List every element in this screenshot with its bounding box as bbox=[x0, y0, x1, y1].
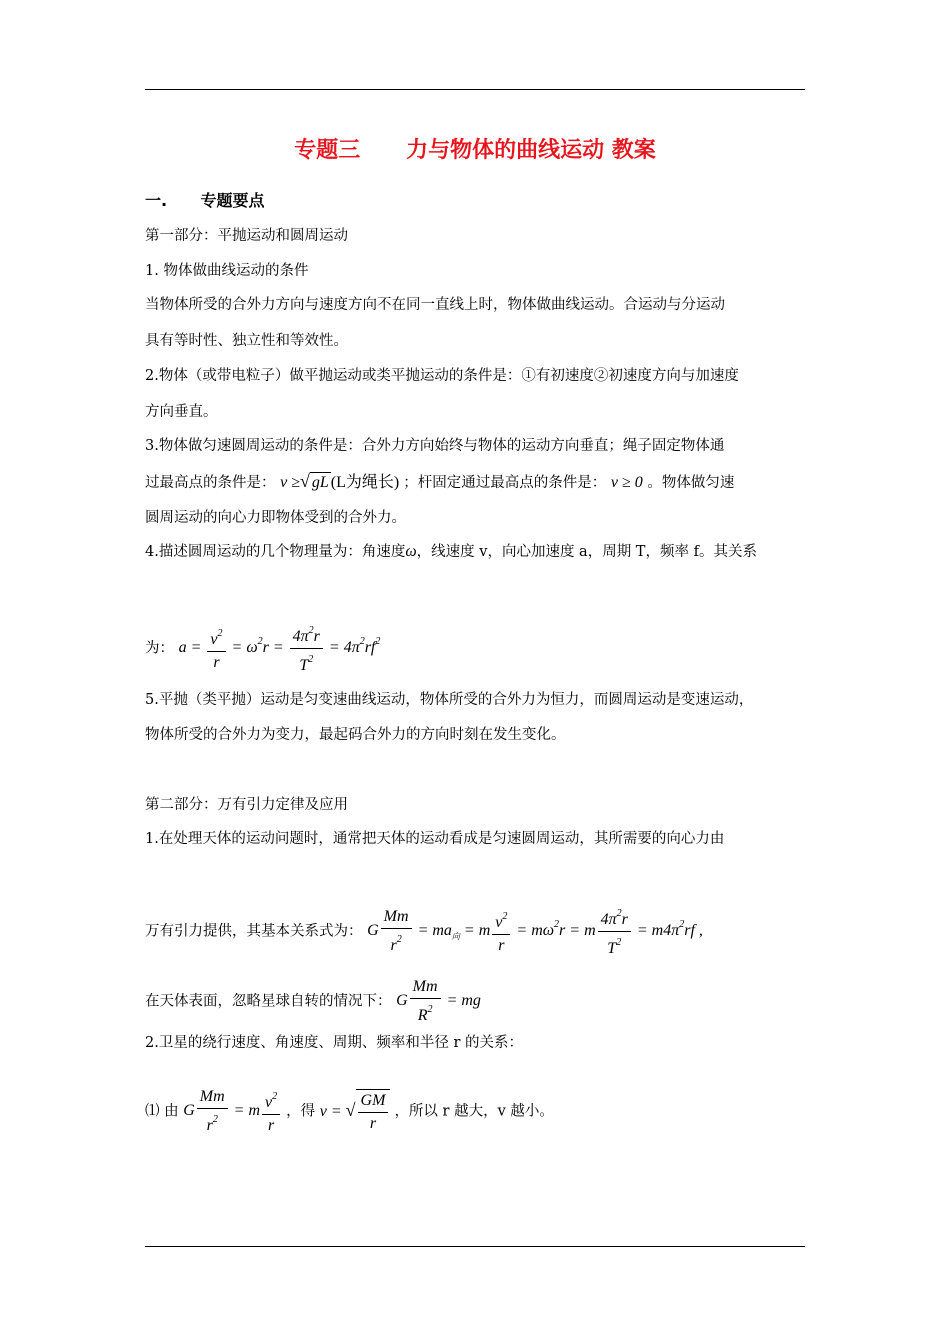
orbit-equation: G $\frac{Mm}{r^2}$ = m $\frac{v^2}{r}$ bbox=[183, 1102, 286, 1119]
p3-text-a: 过最高点的条件是： bbox=[145, 475, 276, 491]
section-heading: 一. 专题要点 bbox=[145, 191, 265, 210]
q1-line1: 1.在处理天体的运动问题时，通常把天体的运动看成是匀速圆周运动，其所需要的向心力由 bbox=[145, 831, 725, 847]
p2-line1: 2.物体（或带电粒子）做平抛运动或类平抛运动的条件是：①有初速度②初速度方向与加速度 bbox=[145, 368, 739, 384]
p1-heading: 1. 物体做曲线运动的条件 bbox=[145, 263, 309, 279]
p3-text-b: ；杆固定通过最高点的条件是： bbox=[403, 475, 607, 491]
q1-line3: 在天体表面，忽略星球自转的情况下： G $\frac{Mm}{R^2}$ = mg bbox=[145, 978, 481, 1024]
p1-line2: 具有等时性、独立性和等效性。 bbox=[145, 333, 348, 349]
p5-line2: 物体所受的合外力为变力，最起码合外力的方向时刻在发生变化。 bbox=[145, 727, 566, 743]
omega-symbol: ω bbox=[405, 543, 417, 560]
footer-rule bbox=[145, 1246, 805, 1247]
circular-motion-formula: a = $\frac{v^2}{r}$ = $\omega^2r$ = $\frac{4\pi^2r}{T^2}$ = $4\pi^2rf^2$ bbox=[179, 639, 381, 656]
page-title: 专题三 力与物体的曲线运动 教案 bbox=[294, 138, 656, 163]
q1-line2: 万有引力提供，其基本关系式为： G $\frac{Mm}{r^2}$ = $ma_向 = m$ $\frac{v^2}{r}$ = $m\omega^2r = m$ $\frac{4\pi^2r}{T^2}$ = $m4\pi^2rf$ , bbox=[145, 903, 703, 960]
part2-heading: 第二部分：万有引力定律及应用 bbox=[145, 797, 348, 813]
orbit-velocity-formula: v = √ $\frac{GM}{r}$ bbox=[320, 1103, 395, 1120]
q2-line2: ⑴ 由 G $\frac{Mm}{r^2}$ = m $\frac{v^2}{r}$ ，得 v = √ $\frac{GM}{r}$ ，所以 r 越大，v 越小。 bbox=[145, 1088, 554, 1134]
header-rule bbox=[145, 89, 805, 90]
rod-condition-formula: v ≥ 0 bbox=[610, 474, 643, 491]
p5-line1: 5.平抛（类平抛）运动是匀变速曲线运动，物体所受的合外力为恒力，而圆周运动是变速运动， bbox=[145, 692, 754, 708]
rope-condition-formula: v ≥√ gL (L为绳长) bbox=[280, 471, 400, 491]
p3-line3: 圆周运动的向心力即物体受到的合外力。 bbox=[145, 510, 406, 526]
p3-text-c: 。物体做匀速 bbox=[647, 475, 735, 491]
p3-line2 bbox=[145, 471, 734, 493]
gravitation-formula: G $\frac{Mm}{r^2}$ = $ma_向 = m$ $\frac{v^2}{r}$ = $m\omega^2r = m$ $\frac{4\pi^2r}{T^2}$ = $m4\pi^2rf$ , bbox=[367, 922, 703, 939]
p3-line1: 3.物体做匀速圆周运动的条件是：合外力方向始终与物体的运动方向垂直；绳子固定物体通 bbox=[145, 438, 725, 454]
part1-heading: 第一部分：平抛运动和圆周运动 bbox=[145, 228, 348, 244]
p2-line2: 方向垂直。 bbox=[145, 404, 218, 420]
p1-line1: 当物体所受的合外力方向与速度方向不在同一直线上时，物体做曲线运动。合运动与分运动 bbox=[145, 297, 725, 313]
surface-gravity-formula: G $\frac{Mm}{R^2}$ = mg bbox=[396, 978, 481, 1024]
q2-line1: 2.卫星的绕行速度、角速度、周期、频率和半径 r 的关系： bbox=[145, 1035, 523, 1051]
p4-line2: 为： a = $\frac{v^2}{r}$ = $\omega^2r$ = $\frac{4\pi^2r}{T^2}$ = $4\pi^2rf^2$ bbox=[145, 620, 380, 677]
p4-line1: 4.描述圆周运动的几个物理量为：角速度ω，线速度 v，向心加速度 a，周期 T，频率 f。其关系 bbox=[145, 543, 757, 560]
